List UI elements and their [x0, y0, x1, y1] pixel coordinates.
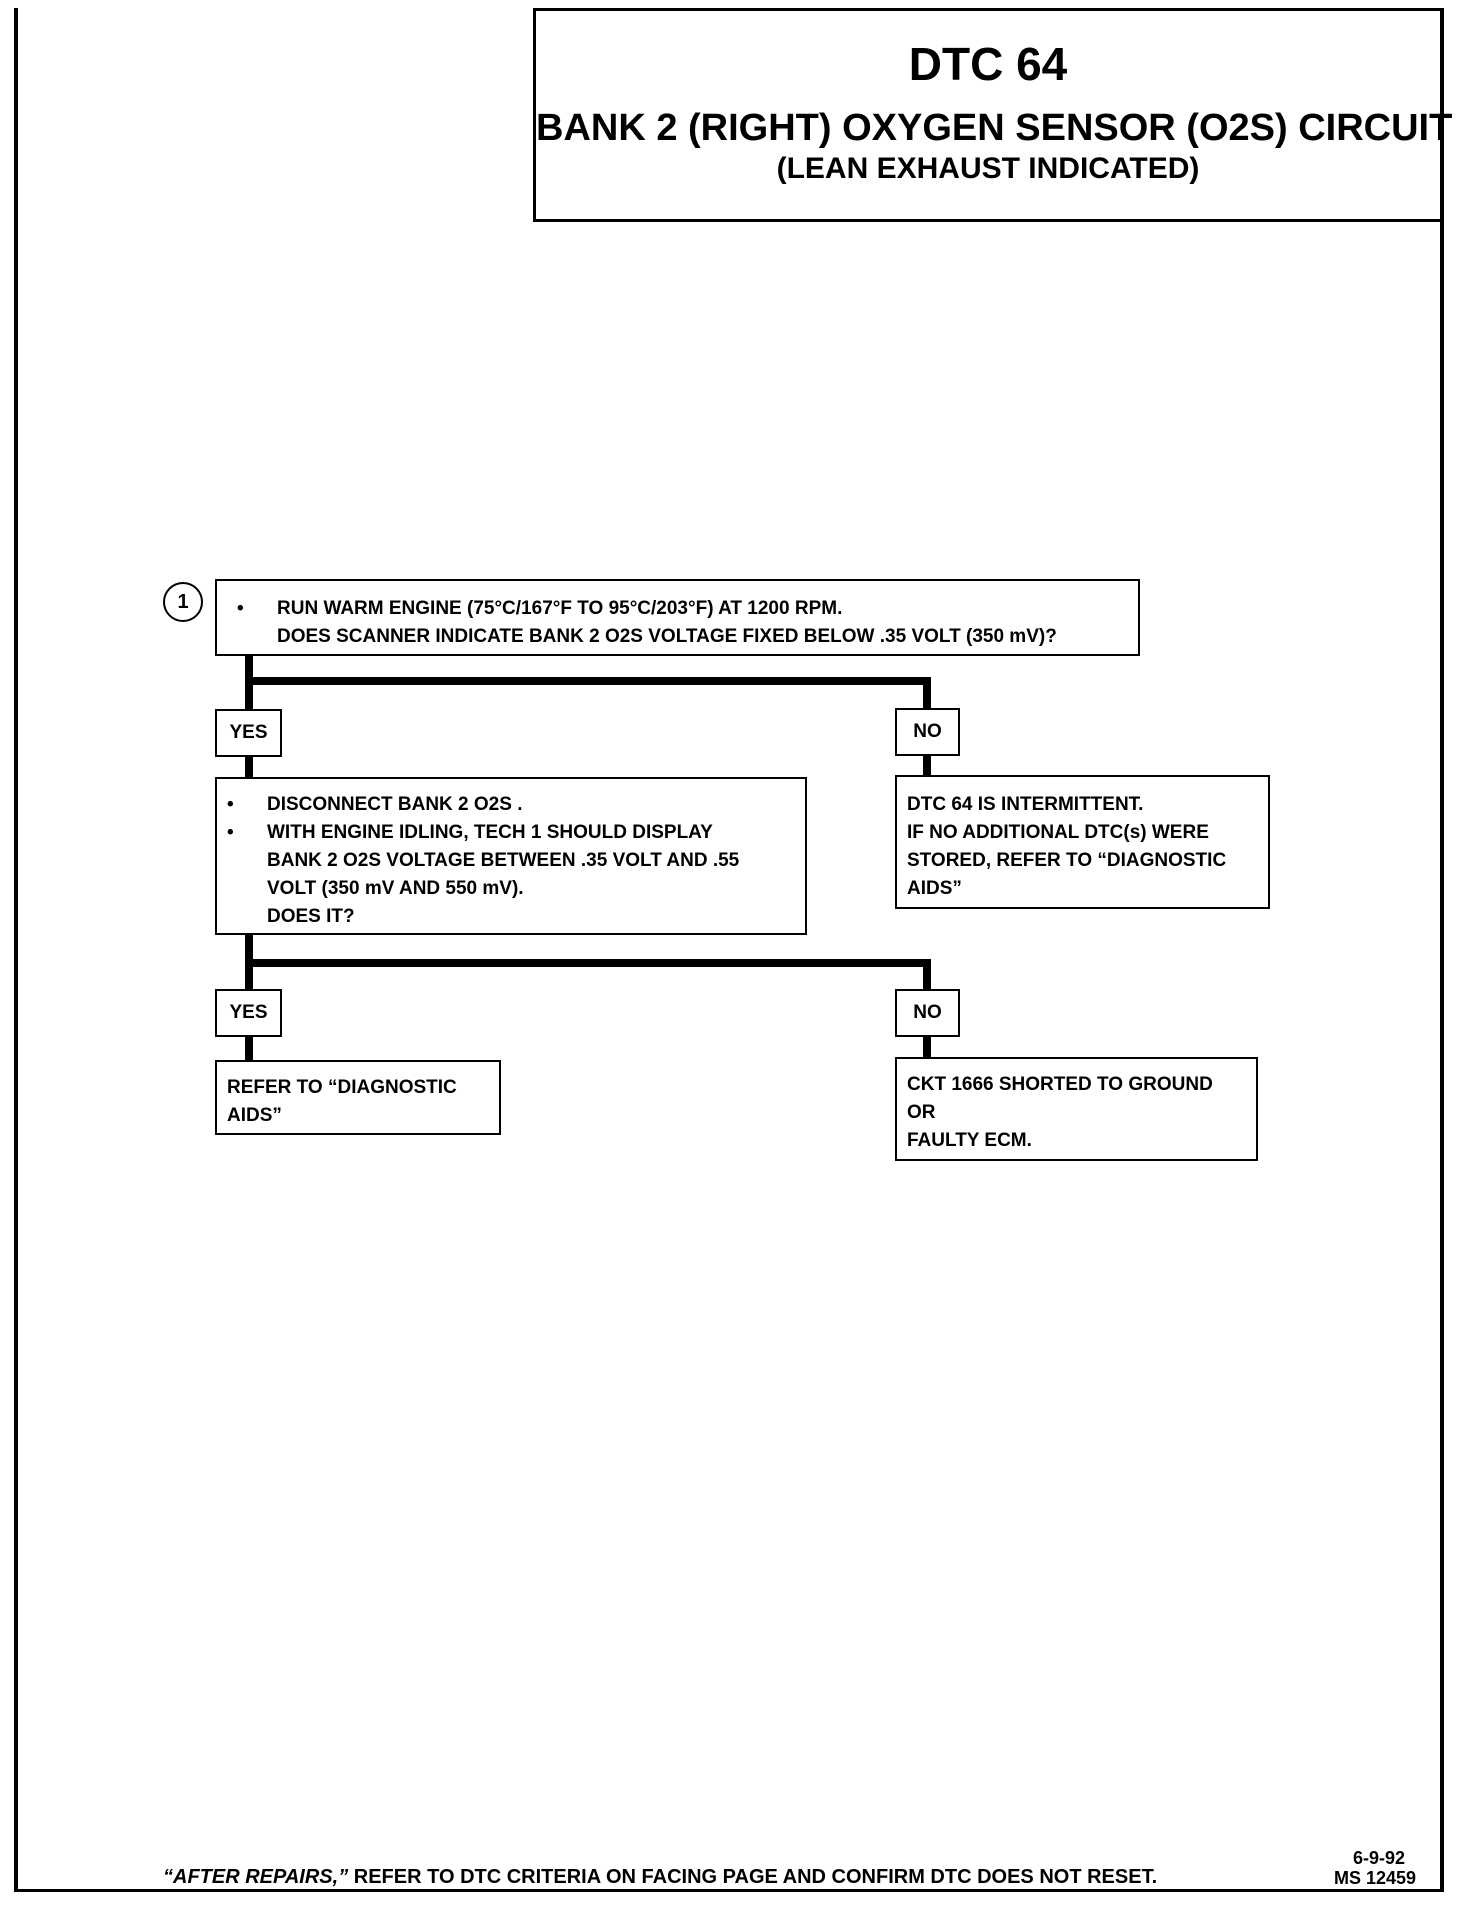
step2-item2-line3: VOLT (350 mV AND 550 mV).	[267, 878, 524, 899]
fault-line2: OR	[907, 1102, 936, 1123]
step2-item2-line1: WITH ENGINE IDLING, TECH 1 SHOULD DISPLAY	[267, 822, 713, 843]
connector-step1-branch	[249, 681, 927, 708]
step-number-badge: 1	[163, 582, 203, 622]
footer-reference-number: MS 12459	[1334, 1868, 1417, 1888]
footer-date: 6-9-92	[1353, 1848, 1406, 1868]
fault-line1: CKT 1666 SHORTED TO GROUND	[907, 1074, 1213, 1095]
yes-label-2: YES	[215, 989, 282, 1037]
step1-line1: RUN WARM ENGINE (75°C/167°F TO 95°C/203°F) AT 1200 RPM.	[277, 598, 843, 619]
intermittent-result-box	[895, 775, 1270, 909]
footer-note	[163, 1866, 1157, 1889]
fault-line3: FAULTY ECM.	[907, 1130, 1032, 1151]
intermittent-line3: STORED, REFER TO “DIAGNOSTIC	[907, 850, 1227, 871]
step2-question-box	[215, 777, 807, 935]
no-label-2: NO	[895, 989, 960, 1037]
footer-note-rest: REFER TO DTC CRITERIA ON FACING PAGE AND CONFIRM DTC DOES NOT RESET.	[348, 1866, 1158, 1888]
intermittent-line4: AIDS”	[907, 878, 962, 899]
fault-result-box	[895, 1057, 1258, 1161]
dtc-code: DTC 64	[908, 38, 1068, 90]
refer-line1: REFER TO “DIAGNOSTIC	[227, 1077, 457, 1098]
bullet-icon: •	[237, 598, 244, 619]
step2-item2-line2: BANK 2 O2S VOLTAGE BETWEEN .35 VOLT AND .55	[267, 850, 740, 871]
yes-label-1: YES	[215, 709, 282, 757]
footer-note-italic: “AFTER REPAIRS,”	[163, 1866, 349, 1888]
refer-diagnostic-aids-box	[215, 1060, 501, 1135]
step2-item1: DISCONNECT BANK 2 O2S .	[267, 794, 523, 815]
intermittent-line2: IF NO ADDITIONAL DTC(s) WERE	[907, 822, 1209, 843]
bullet-icon: •	[227, 822, 234, 843]
step1-question-box	[215, 579, 1140, 656]
page-subtitle: (LEAN EXHAUST INDICATED)	[776, 152, 1200, 185]
step2-item2-line4: DOES IT?	[267, 906, 355, 927]
refer-line2: AIDS”	[227, 1105, 282, 1126]
connector-step2-branch	[249, 963, 927, 989]
page-title: BANK 2 (RIGHT) OXYGEN SENSOR (O2S) CIRCUIT	[536, 107, 1453, 149]
bullet-icon: •	[227, 794, 234, 815]
intermittent-line1: DTC 64 IS INTERMITTENT.	[907, 794, 1144, 815]
step1-line2: DOES SCANNER INDICATE BANK 2 O2S VOLTAGE FIXED BELOW .35 VOLT (350 mV)?	[277, 626, 1057, 647]
no-label-1: NO	[895, 708, 960, 756]
